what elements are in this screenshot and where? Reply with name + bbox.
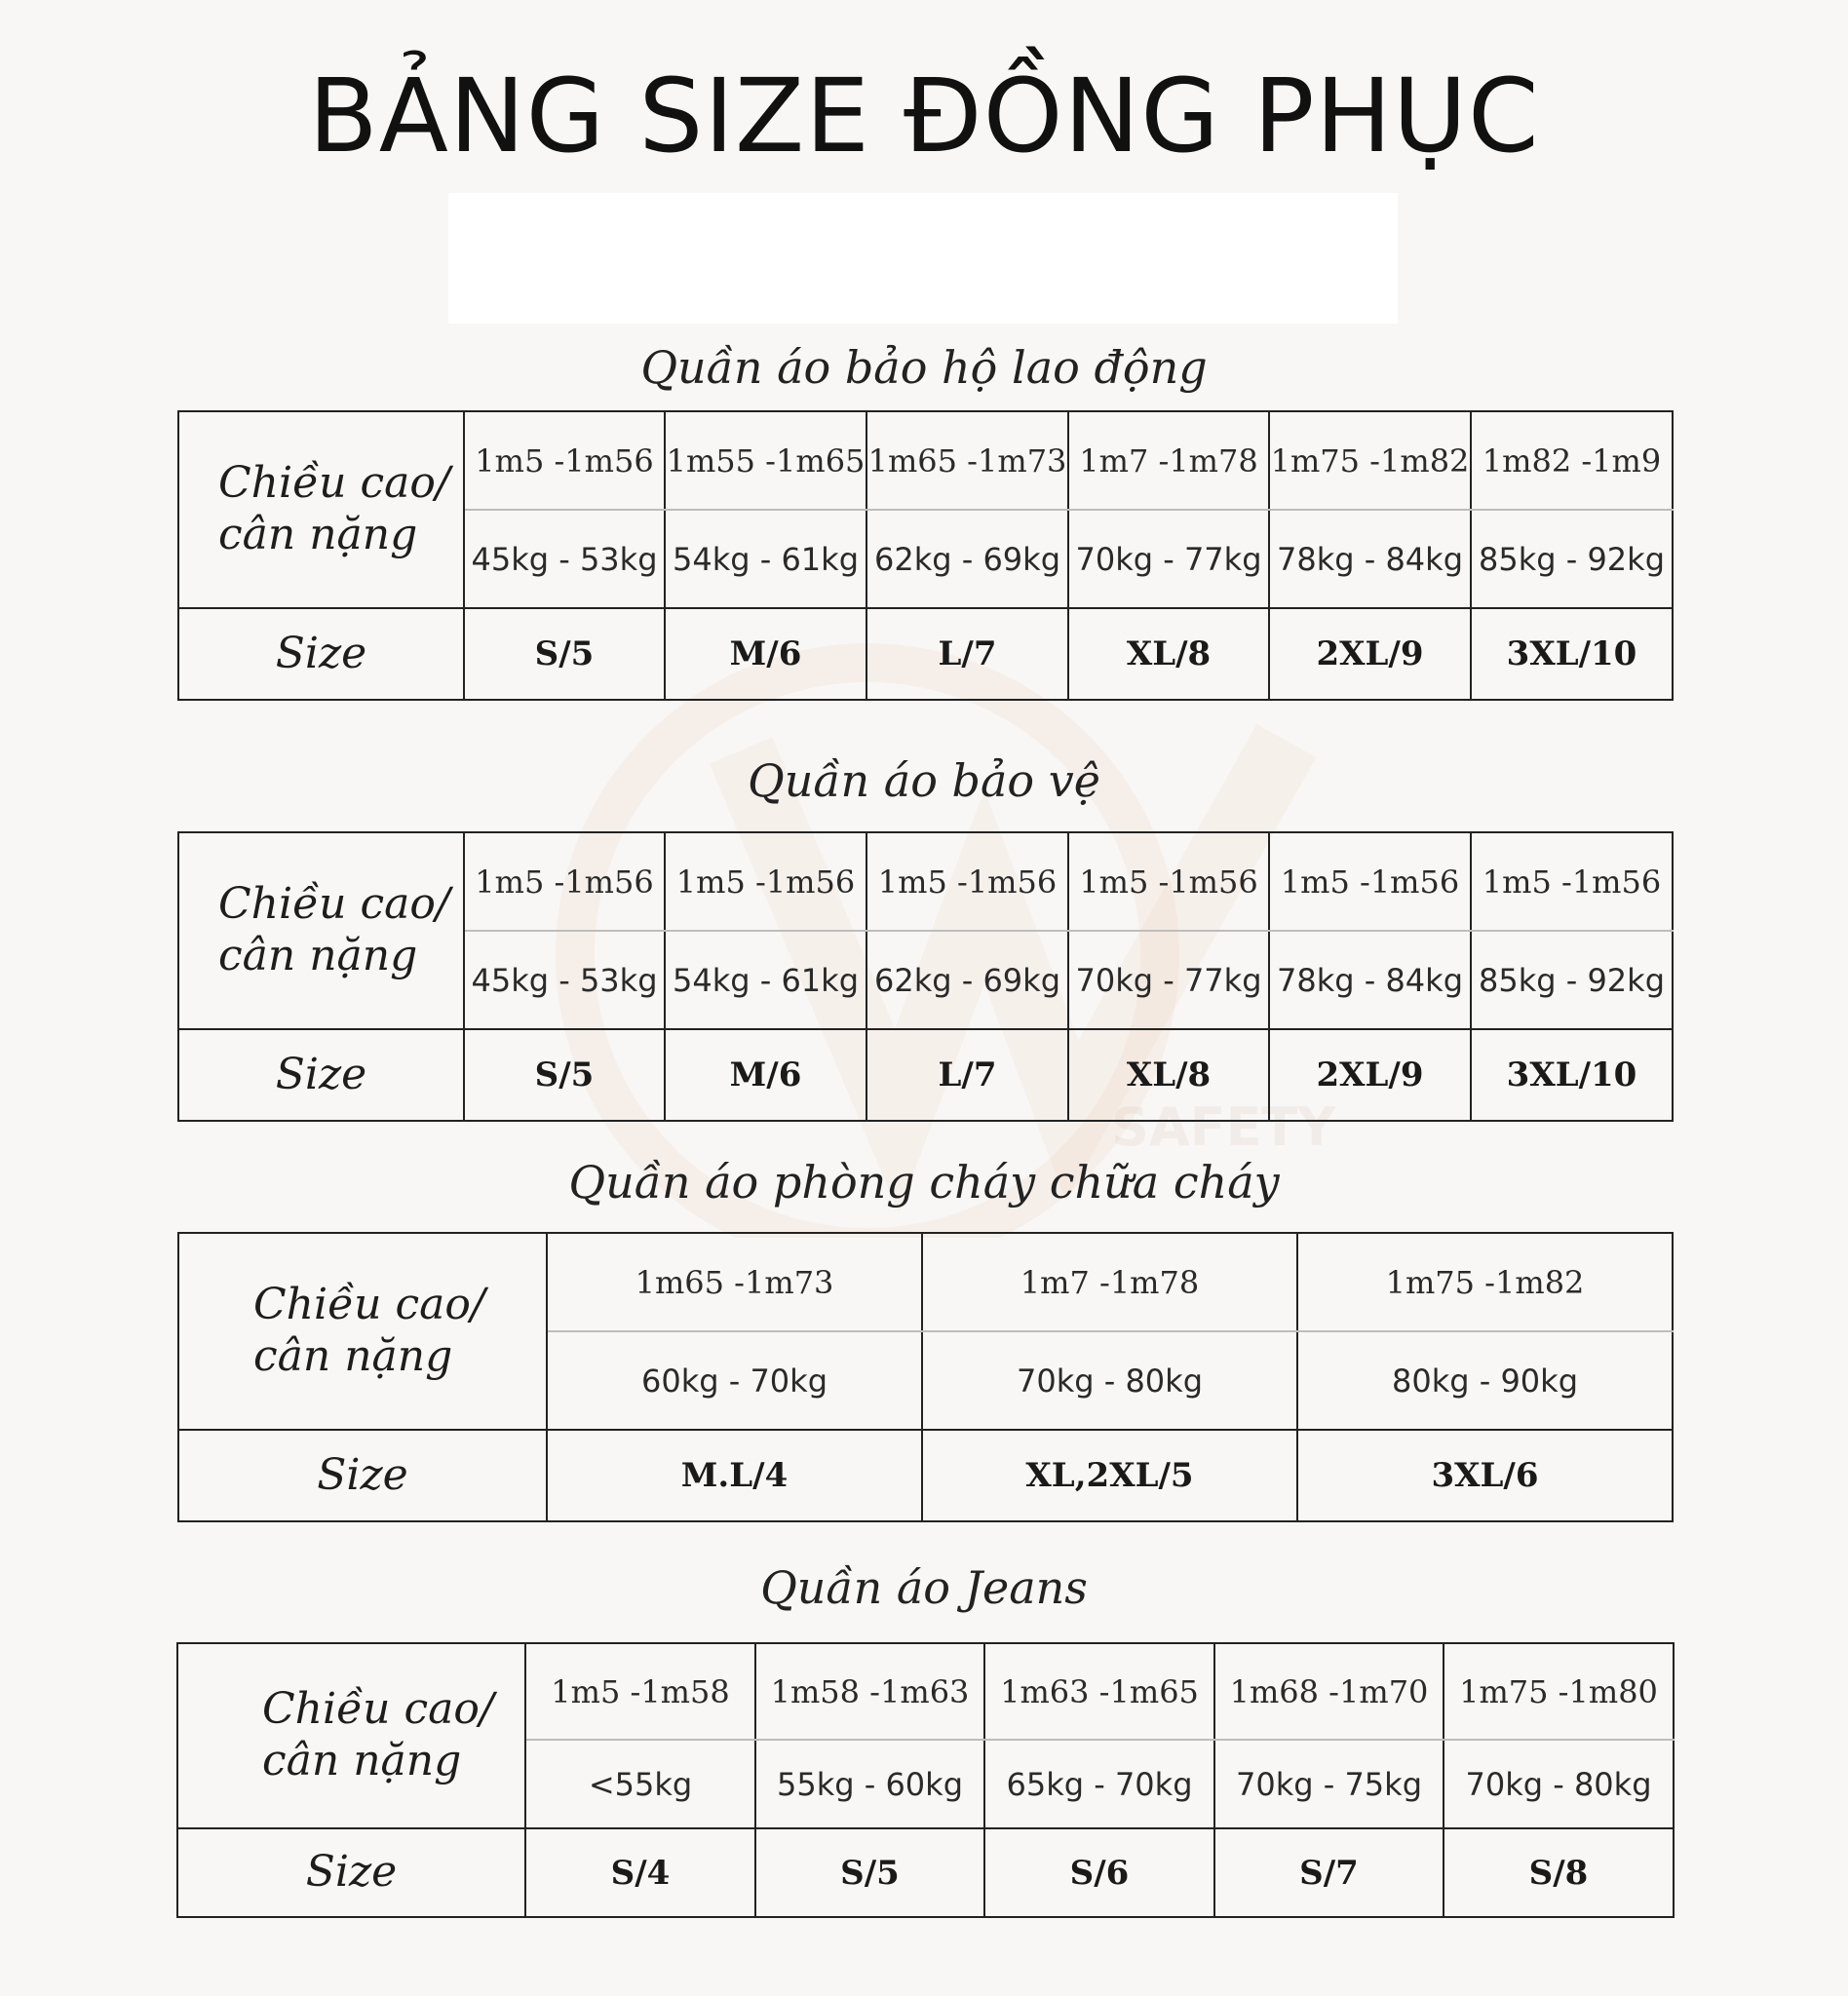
size-cell: S/8	[1444, 1828, 1674, 1917]
height-weight-label	[178, 832, 464, 1029]
height-cell: 1m82 -1m9	[1471, 411, 1673, 510]
size-cell: XL/8	[1068, 608, 1269, 700]
size-table-4	[176, 1642, 1675, 1918]
size-table-2	[177, 831, 1674, 1122]
size-cell: 3XL/6	[1297, 1430, 1673, 1521]
size-cell: L/7	[866, 1029, 1068, 1121]
weight-cell: 45kg - 53kg	[464, 931, 665, 1029]
weight-cell: 65kg - 70kg	[984, 1740, 1214, 1828]
size-cell: 2XL/9	[1269, 608, 1471, 700]
table-1-title: Quần áo bảo hộ lao động	[640, 341, 1208, 394]
blank-panel	[448, 193, 1398, 324]
weight-cell: 54kg - 61kg	[665, 510, 866, 608]
height-cell: 1m5 -1m56	[1068, 832, 1269, 931]
size-cell: 2XL/9	[1269, 1029, 1471, 1121]
height-cell: 1m7 -1m78	[922, 1233, 1297, 1331]
height-weight-label-line1: Chiều cao/	[218, 458, 450, 509]
height-cell: 1m5 -1m56	[1471, 832, 1673, 931]
size-cell: M/6	[665, 608, 866, 700]
size-cell: S/6	[984, 1828, 1214, 1917]
size-cell: XL,2XL/5	[922, 1430, 1297, 1521]
height-weight-label	[177, 1643, 525, 1828]
size-label: Size	[177, 1828, 525, 1917]
height-cell: 1m58 -1m63	[755, 1643, 984, 1740]
size-label: Size	[178, 608, 464, 700]
weight-cell: 78kg - 84kg	[1269, 931, 1471, 1029]
height-cell: 1m75 -1m80	[1444, 1643, 1674, 1740]
height-weight-label-line2: cân nặng	[218, 931, 418, 980]
weight-cell: 85kg - 92kg	[1471, 510, 1673, 608]
height-weight-label-line1: Chiều cao/	[218, 879, 450, 930]
table-2-title: Quần áo bảo vệ	[748, 754, 1100, 807]
weight-cell: 45kg - 53kg	[464, 510, 665, 608]
weight-cell: 70kg - 80kg	[1444, 1740, 1674, 1828]
size-cell: S/7	[1214, 1828, 1444, 1917]
watermark-text: SAFETY	[1111, 1096, 1336, 1158]
height-cell: 1m65 -1m73	[866, 411, 1068, 510]
height-cell: 1m5 -1m56	[1269, 832, 1471, 931]
weight-cell: 62kg - 69kg	[866, 510, 1068, 608]
size-cell: S/5	[755, 1828, 984, 1917]
table-3-title: Quần áo phòng cháy chữa cháy	[568, 1156, 1280, 1209]
size-cell: M/6	[665, 1029, 866, 1121]
height-cell: 1m75 -1m82	[1269, 411, 1471, 510]
height-weight-label-line2: cân nặng	[253, 1331, 453, 1381]
height-weight-label-line2: cân nặng	[218, 510, 418, 559]
weight-cell: <55kg	[525, 1740, 755, 1828]
size-cell: S/5	[464, 1029, 665, 1121]
size-cell: 3XL/10	[1471, 1029, 1673, 1121]
size-cell: S/5	[464, 608, 665, 700]
height-cell: 1m5 -1m56	[464, 411, 665, 510]
height-cell: 1m63 -1m65	[984, 1643, 1214, 1740]
height-cell: 1m65 -1m73	[547, 1233, 922, 1331]
weight-cell: 70kg - 77kg	[1068, 931, 1269, 1029]
height-weight-label	[178, 411, 464, 608]
height-cell: 1m5 -1m58	[525, 1643, 755, 1740]
height-weight-label-line2: cân nặng	[262, 1736, 462, 1785]
weight-cell: 80kg - 90kg	[1297, 1331, 1673, 1430]
height-cell: 1m55 -1m65	[665, 411, 866, 510]
weight-cell: 70kg - 77kg	[1068, 510, 1269, 608]
size-label: Size	[178, 1029, 464, 1121]
height-weight-label-line1: Chiều cao/	[262, 1684, 494, 1735]
size-cell: 3XL/10	[1471, 608, 1673, 700]
height-cell: 1m68 -1m70	[1214, 1643, 1444, 1740]
weight-cell: 78kg - 84kg	[1269, 510, 1471, 608]
weight-cell: 62kg - 69kg	[866, 931, 1068, 1029]
weight-cell: 70kg - 80kg	[922, 1331, 1297, 1430]
height-cell: 1m5 -1m56	[464, 832, 665, 931]
weight-cell: 55kg - 60kg	[755, 1740, 984, 1828]
size-cell: L/7	[866, 608, 1068, 700]
height-cell: 1m5 -1m56	[665, 832, 866, 931]
height-cell: 1m7 -1m78	[1068, 411, 1269, 510]
height-weight-label	[178, 1233, 547, 1430]
weight-cell: 54kg - 61kg	[665, 931, 866, 1029]
size-cell: S/4	[525, 1828, 755, 1917]
size-table-1	[177, 410, 1674, 701]
height-weight-label-line1: Chiều cao/	[253, 1280, 485, 1330]
weight-cell: 85kg - 92kg	[1471, 931, 1673, 1029]
size-label: Size	[178, 1430, 547, 1521]
weight-cell: 70kg - 75kg	[1214, 1740, 1444, 1828]
page-title: BẢNG SIZE ĐỒNG PHỤC	[308, 57, 1540, 175]
weight-cell: 60kg - 70kg	[547, 1331, 922, 1430]
size-table-3	[177, 1232, 1674, 1522]
size-cell: M.L/4	[547, 1430, 922, 1521]
size-cell: XL/8	[1068, 1029, 1269, 1121]
height-cell: 1m5 -1m56	[866, 832, 1068, 931]
height-cell: 1m75 -1m82	[1297, 1233, 1673, 1331]
table-4-title: Quần áo Jeans	[760, 1561, 1088, 1614]
